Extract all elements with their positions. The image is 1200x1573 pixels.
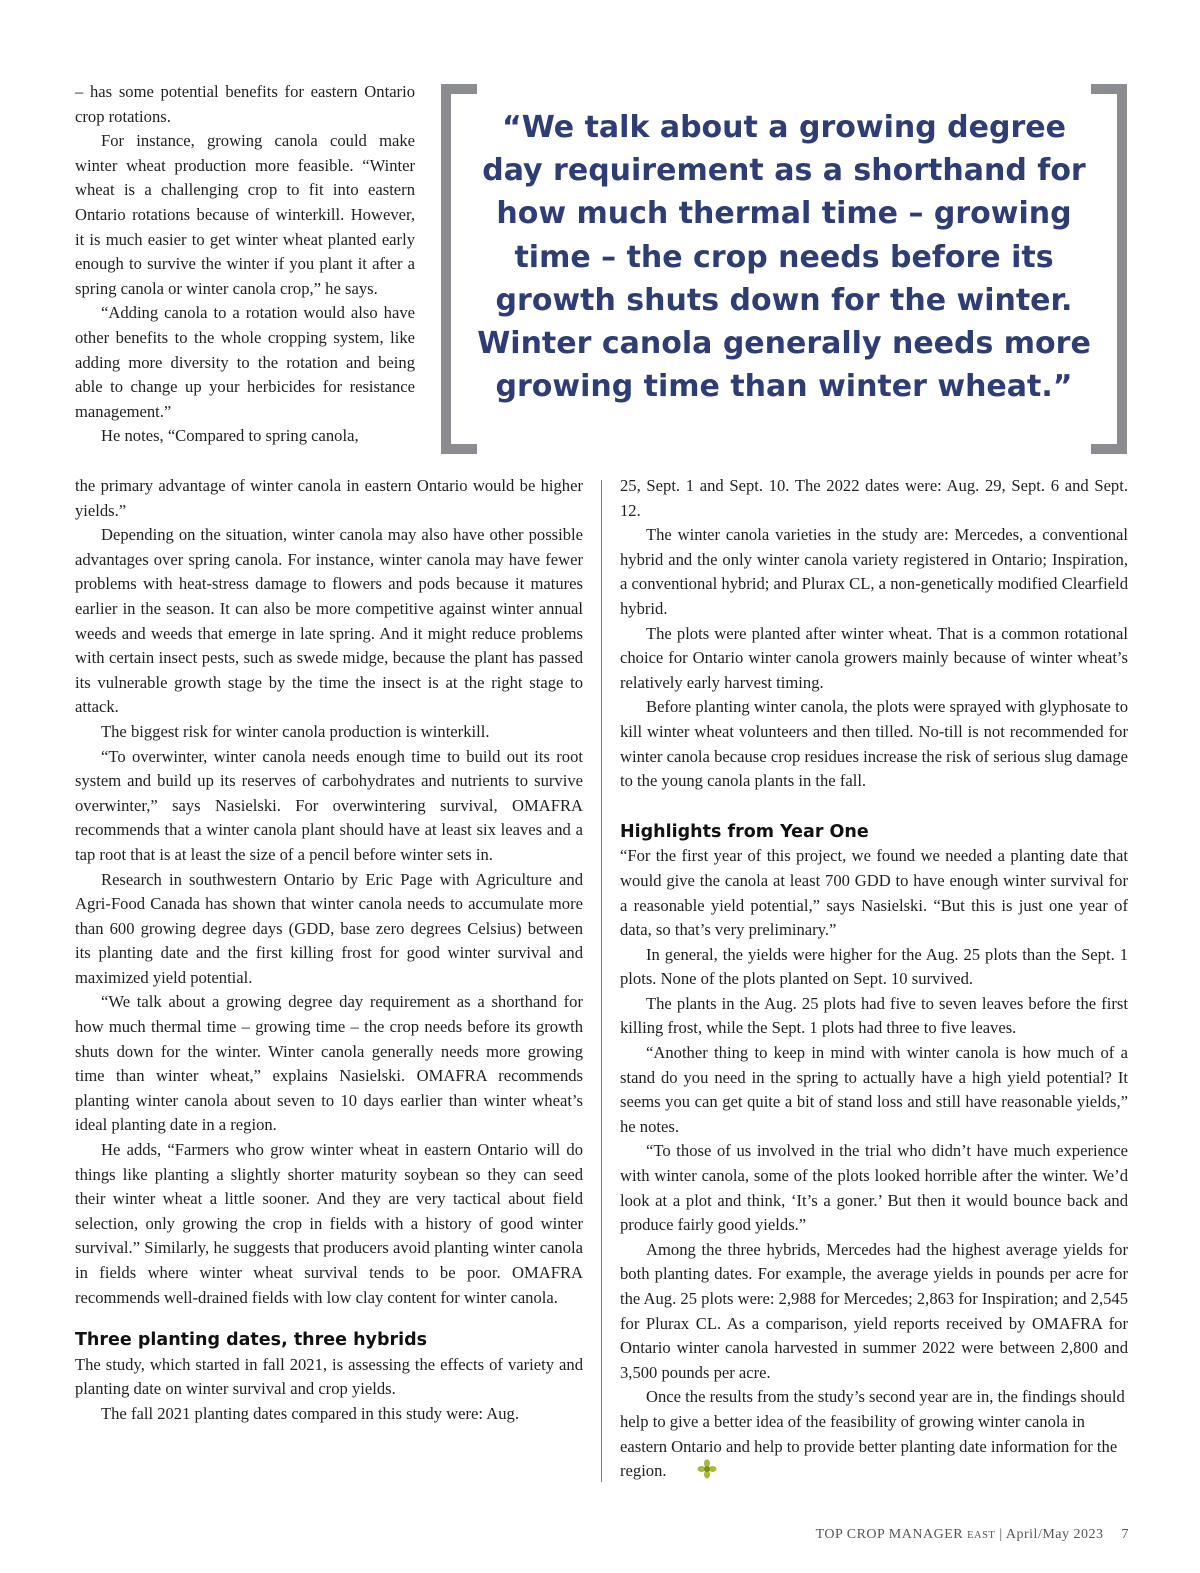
paragraph: The plants in the Aug. 25 plots had five to seven leaves before the first killing frost, while the Sept. 1 plots had three to five leaves. — [620, 993, 1128, 1038]
paragraph: “To those of us involved in the trial who didn’t have much experience with winter canola, some of the plots looked horrible after the winter. We’d look at a plot and think, ‘It’s a goner.’ But then it would bounce back and produce fairly good yields.” — [620, 1141, 1128, 1235]
paragraph: The plots were planted after winter wheat. That is a common rotational choice for Ontario winter canola growers mainly because of winter wheat’s relatively early harvest timing. — [620, 623, 1128, 692]
paragraph: 25, Sept. 1 and Sept. 10. The 2022 dates were: Aug. 29, Sept. 6 and Sept. 12. — [620, 476, 1128, 520]
section-heading-year-one: Highlights from Year One — [620, 821, 869, 842]
paragraph: The study, which started in fall 2021, is assessing the effects of variety and planting date on winter survival and crop yields. — [75, 1354, 583, 1399]
paragraph: In general, the yields were higher for the Aug. 25 plots than the Sept. 1 plots. None of the plots planted on Sept. 10 survived. — [620, 944, 1128, 989]
edition-label: EAST — [967, 1530, 996, 1541]
canola-flower-icon — [671, 1459, 717, 1487]
paragraph: For instance, growing canola could make winter wheat production more feasible. “Winter wheat is a challenging crop to fit into eastern Ontario rotations because of winterkill. However, it is much easier to get winter wheat planted early enough to survive the winter if you plant it after a spring canola or winter canola crop,” he says. — [75, 131, 415, 298]
paragraph: Depending on the situation, winter canola may also have other possible advantages over spring canola. For instance, winter canola may have fewer problems with heat-stress damage to flowers and pods because it matures earlier in the season. It can also be more competitive against winter annual weeds and weeds that emerge in late spring. And it might reduce problems with certain insect pests, such as swede midge, because the plant has passed its vulnerable growth stage by the time the insect is at the right stage to attack. — [75, 525, 583, 717]
paragraph: the primary advantage of winter canola in eastern Ontario would be higher yields.” — [75, 476, 583, 520]
paragraph: The winter canola varieties in the study are: Mercedes, a conventional hybrid and the only winter canola variety registered in Ontario; Inspiration, a conventional hybrid; and Plurax CL, a non-genetically modified Clearfield hybrid. — [620, 525, 1128, 618]
paragraph: “Another thing to keep in mind with winter canola is how much of a stand do you need in the spring to actually have a high yield potential? It seems you can get quite a bit of stand loss and still have reasonable yields,” he notes. — [620, 1043, 1128, 1136]
right-column — [620, 474, 1128, 1487]
paragraph-final-text: Once the results from the study’s second year are in, the findings should help to give a better idea of the feasibility of growing winter canola in eastern Ontario and help to provide better planting date information for the region. — [620, 1387, 1125, 1481]
issue-date: April/May 2023 — [1005, 1527, 1104, 1542]
paragraph: “We talk about a growing degree day requirement as a shorthand for how much thermal time – growing time – the crop needs before its growth shuts down for the winter. Winter canola generally needs more growing time than winter wheat,” explains Nasielski. OMAFRA recommends planting winter canola about seven to 10 days earlier than winter wheat’s ideal planting date in a region. — [75, 992, 583, 1135]
paragraph: “For the first year of this project, we found we needed a planting date that would give the canola at least 700 GDD to have enough winter survival for a reasonable yield potential,” says Nasielski. “But this is just one year of data, so that’s very preliminary.” — [620, 846, 1128, 940]
paragraph: – has some potential benefits for eastern Ontario crop rotations. — [75, 82, 415, 126]
paragraph: The fall 2021 planting dates compared in this study were: Aug. — [101, 1403, 519, 1423]
footer-separator: | — [999, 1527, 1003, 1542]
page-number: 7 — [1121, 1527, 1129, 1542]
pull-quote-text: “We talk about a growing degree day requirement as a shorthand for how much thermal time – growing time – the crop needs before its growth shuts down for the winter. Winter canola generally needs more growing time than winter wheat.” — [477, 110, 1091, 405]
paragraph: Research in southwestern Ontario by Eric Page with Agriculture and Agri-Food Canada has shown that winter canola needs to accumulate more than 600 growing degree days (GDD, base zero degrees Celsius) between its planting date and the first killing frost for good winter survival and maximized yield potential. — [75, 869, 583, 987]
paragraph: He adds, “Farmers who grow winter wheat in eastern Ontario will do things like planting a slightly shorter maturity soybean so they can seed their winter wheat a little sooner. And they are very tactical about field selection, only growing the crop in fields with a history of good winter survival.” Similarly, he suggests that producers avoid planting winter canola in fields where winter wheat survival tends to be poor. OMAFRA recommends well-drained fields with low clay content for winter canola. — [75, 1140, 583, 1307]
paragraph: The biggest risk for winter canola production is winterkill. — [101, 721, 490, 741]
paragraph: Before planting winter canola, the plots were sprayed with glyphosate to kill winter wheat volunteers and then tilled. No-till is not recommended for winter canola because crop residues increase the risk of serious slug damage to the young canola plants in the fall. — [620, 697, 1128, 791]
paragraph-final — [620, 1385, 1128, 1486]
paragraph: He notes, “Compared to spring canola, — [101, 426, 359, 446]
pull-quote — [441, 84, 1127, 444]
left-column-top — [75, 80, 415, 449]
publication-name: TOP CROP MANAGER — [815, 1527, 964, 1542]
page-footer — [816, 1527, 1129, 1543]
paragraph: Among the three hybrids, Mercedes had the highest average yields for both planting dates. For example, the average yields in pounds per acre for the Aug. 25 plots were: 2,988 for Mercedes; 2,863 for Inspiration; and 2,545 for Plurax CL. As a comparison, yield reports received by OMAFRA for Ontario winter canola harvested in summer 2022 were between 2,800 and 3,500 pounds per acre. — [620, 1239, 1128, 1382]
section-heading-planting-dates: Three planting dates, three hybrids — [75, 1330, 428, 1351]
paragraph: “Adding canola to a rotation would also have other benefits to the whole cropping system, like adding more diversity to the rotation and being able to change up your herbicides for resistance management.” — [75, 303, 415, 421]
left-column — [75, 474, 583, 1427]
paragraph: “To overwinter, winter canola needs enough time to build out its root system and build up its reserves of carbohydrates and nutrients to survive overwinter,” says Nasielski. For overwintering survival, OMAFRA recommends that a winter canola plant should have at least six leaves and a tap root that is at least the size of a pencil before winter sets in. — [75, 746, 583, 864]
column-divider — [601, 480, 602, 1482]
